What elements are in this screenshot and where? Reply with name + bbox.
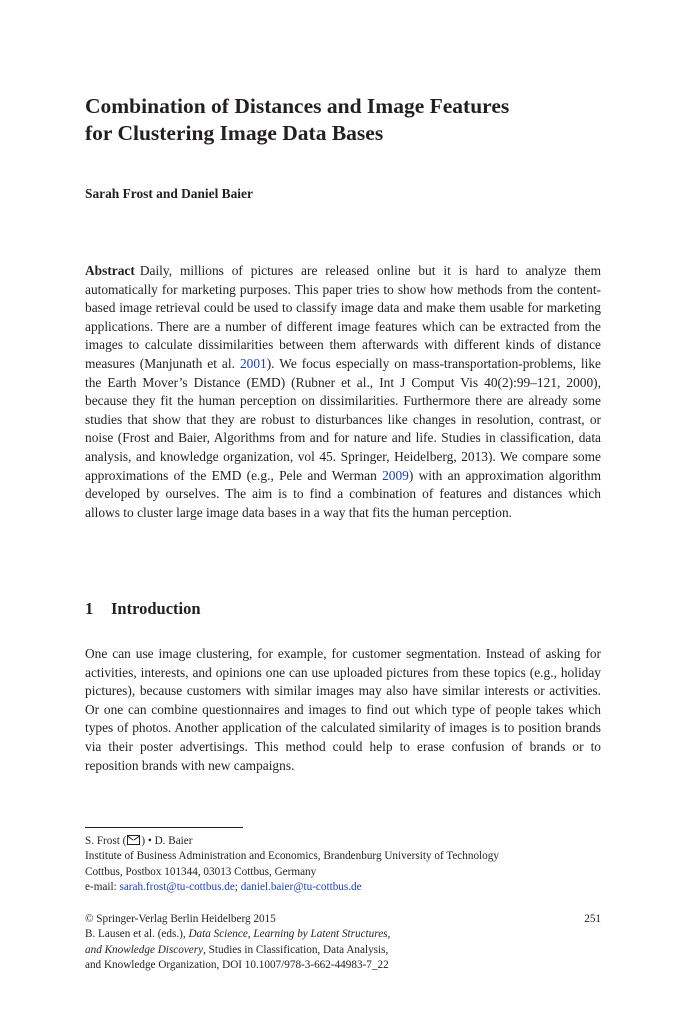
abstract-text-1: Daily, millions of pictures are released online but it is hard to analyze them automatically for marketing purposes. This paper tries to show how methods from the content-based image retrieval could be used to classify image data and make them usable for marketing applications. There are a number of different image features which can be extracted from the images to calculate dissimilarities between them afterwards with different kinds of distance measures (Manjunath et al.: [85, 263, 601, 371]
abstract: [85, 262, 601, 522]
section-number: 1: [85, 599, 94, 618]
affiliation-institute: Institute of Business Administration and Economics, Brandenburg University of Technology: [85, 850, 499, 863]
footer-editors: B. Lausen et al. (eds.),: [85, 928, 189, 941]
abstract-text-3: ) with an approximation algorithm developed by ourselves. The aim is to find a combination of features and distances which allows to cluster large image data bases in a way that fits the human perception.: [85, 467, 601, 520]
affiliation-email-line: [85, 880, 601, 895]
envelope-icon: [127, 835, 140, 845]
affiliation-authors-prefix: S. Frost (: [85, 835, 127, 847]
email-label: e-mail:: [85, 881, 120, 894]
footer-copyright-row: [85, 912, 601, 927]
abstract-label: Abstract: [85, 263, 135, 278]
footnote-divider: [85, 827, 243, 828]
intro-paragraph: One can use image clustering, for example, for customer segmentation. Instead of asking for activities, interests, and opinions one can use uploaded pictures from these topics (e.g., holiday pictures), because customers with similar images may also have similar interests or activities. Or one can combine questionnaires and images to find out which type of people takes which types of photos. Another application of the calculated similarity of images is to position brands via their poster advertisings. This method could help to erase confusion of brands or to reposition brands with new campaigns.: [85, 646, 601, 773]
section-heading: [85, 599, 201, 619]
footer-book-title-2: and Knowledge Discovery: [85, 943, 204, 956]
title-line-2: for Clustering Image Data Bases: [85, 121, 384, 145]
email-separator: ;: [234, 881, 241, 894]
footer-book-title-1: Data Science, Learning by Latent Structures,: [188, 928, 391, 941]
paper-title: [85, 93, 601, 147]
author-affiliation: [85, 834, 601, 896]
author-list: Sarah Frost and Daniel Baier: [85, 186, 253, 201]
publication-footer: [85, 912, 601, 974]
affiliation-address: Cottbus, Postbox 101344, 03013 Cottbus, Germany: [85, 865, 317, 878]
copyright-notice: © Springer-Verlag Berlin Heidelberg 2015: [85, 913, 276, 925]
abstract-text-2: ). We focus especially on mass-transportation-problems, like the Earth Mover’s Distance (EMD) (Rubner et al., Int J Comput Vis 40(2):99–121, 2000), because they fit the human perception on dissimilarities. Furthermore there are already some studies that show that they are robust to disturbances like changes in resolution, contrast, or noise (Frost and Baier, Algorithms from and for nature and life. Studies in classification, data analysis, and knowledge organization, vol 45. Springer, Heidelberg, 2013). We compare some approximations of the EMD (e.g., Pele and Werman: [85, 355, 601, 483]
title-line-1: Combination of Distances and Image Features: [85, 94, 510, 118]
affiliation-authors-suffix: ) • D. Baier: [141, 835, 193, 847]
email-link-baier[interactable]: daniel.baier@tu-cottbus.de: [240, 881, 362, 894]
affiliation-authors-line: [85, 834, 601, 849]
footer-series: , Studies in Classification, Data Analysis,: [203, 943, 389, 956]
page-number: 251: [584, 913, 601, 925]
footer-citation-line-2: [85, 927, 601, 942]
footer-citation-line-3: [85, 943, 601, 958]
citation-link-2009[interactable]: 2009: [382, 467, 409, 483]
section-title: Introduction: [111, 599, 201, 618]
footer-doi: and Knowledge Organization, DOI 10.1007/978-3-662-44983-7_22: [85, 959, 389, 972]
email-link-frost[interactable]: sarah.frost@tu-cottbus.de: [119, 881, 235, 894]
citation-link-2001[interactable]: 2001: [239, 355, 267, 371]
